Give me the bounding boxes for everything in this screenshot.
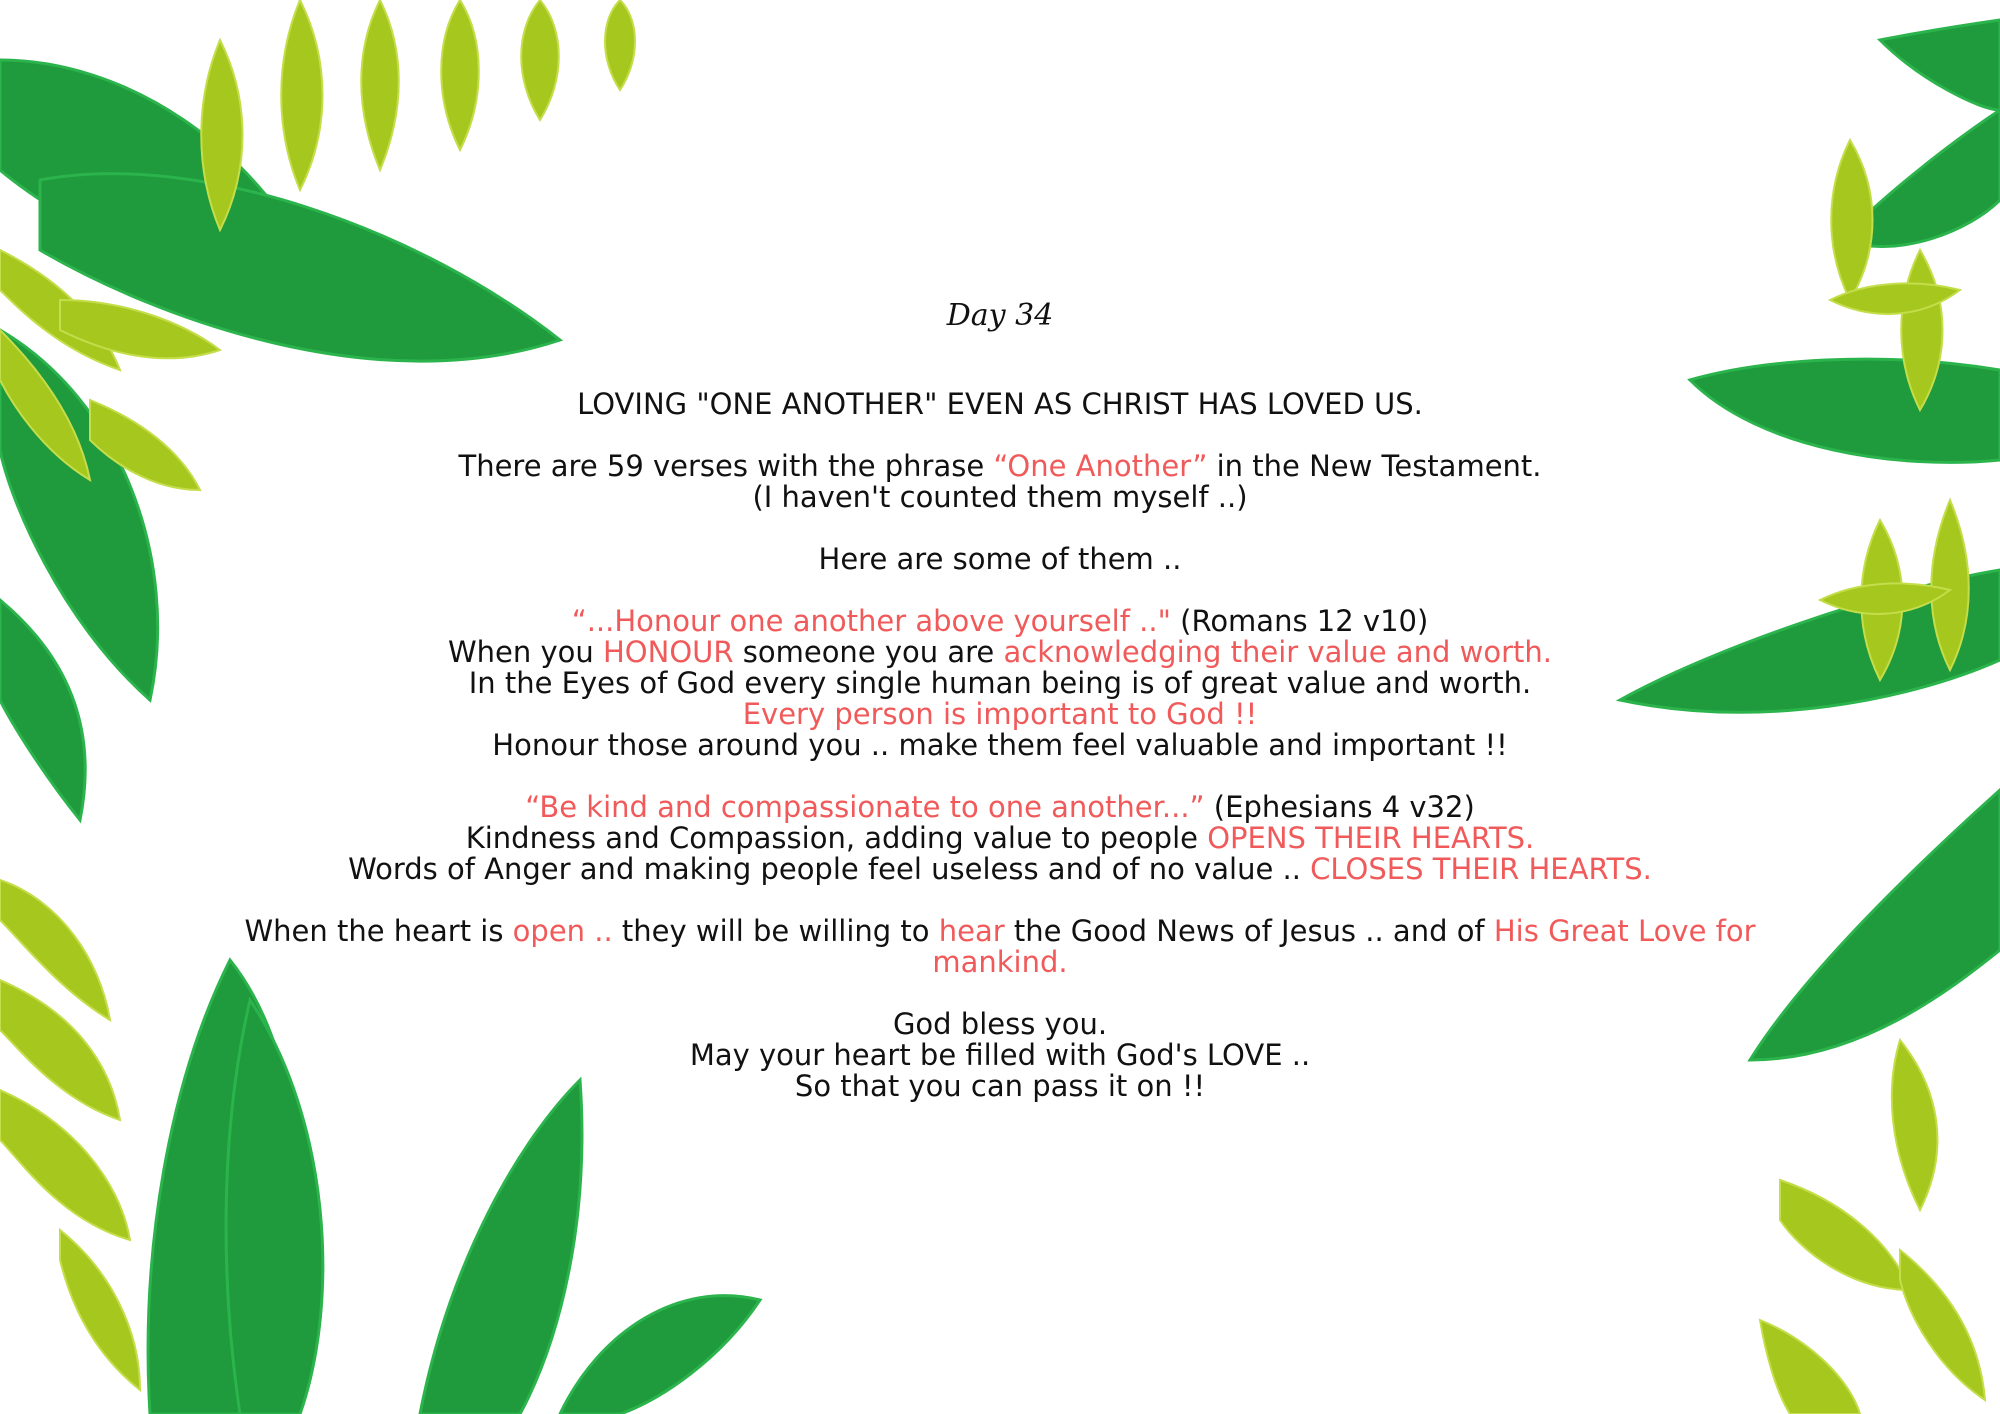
highlight-great-love: His Great Love for — [1493, 914, 1756, 948]
text-run: they will be willing to — [612, 914, 939, 948]
leaf-shape — [281, 0, 322, 190]
text-run: When the heart is — [244, 914, 513, 948]
heading-block — [200, 389, 1800, 420]
devotional-text — [200, 300, 1800, 1133]
leaf-shape — [1831, 140, 1872, 300]
kind-line-3 — [200, 854, 1800, 885]
leaf-shape — [361, 0, 399, 170]
highlight-one-another: “One Another” — [993, 449, 1208, 483]
leaf-shape — [1900, 1250, 1985, 1400]
day-title: Day 34 — [946, 298, 1054, 333]
leaf-shape — [0, 600, 85, 820]
honour-line-4: Every person is important to God !! — [742, 697, 1258, 731]
highlight-hear: hear — [938, 914, 1005, 948]
intro-line-2: (I haven't counted them myself ..) — [752, 480, 1248, 514]
here-block — [200, 544, 1800, 575]
leaf-shape — [1780, 1180, 1910, 1290]
leaf-shape — [1760, 1320, 1860, 1414]
closing-block — [200, 1009, 1800, 1102]
here-line: Here are some of them .. — [818, 542, 1182, 576]
highlight-honour: HONOUR — [603, 635, 734, 669]
kind-ref: (Ephesians 4 v32) — [1204, 790, 1475, 824]
heart-line-1 — [200, 916, 1800, 947]
text-run: There are 59 verses with the phrase — [458, 449, 994, 483]
leaf-shape — [1892, 1040, 1938, 1210]
text-run: Words of Anger and making people feel useless and of no value .. — [348, 852, 1311, 886]
leaf-shape — [605, 0, 635, 90]
honour-line-2 — [200, 637, 1800, 668]
honour-verse-line — [200, 606, 1800, 637]
honour-verse: “...Honour one another above yourself .." — [571, 604, 1171, 638]
leaf-shape — [60, 1230, 140, 1390]
intro-line-1 — [200, 451, 1800, 482]
closing-line-1: God bless you. — [892, 1007, 1108, 1041]
heart-block — [200, 916, 1800, 978]
highlight-value: acknowledging their value and worth. — [1003, 635, 1552, 669]
honour-ref: (Romans 12 v10) — [1170, 604, 1429, 638]
honour-line-5: Honour those around you .. make them feel valuable and important !! — [492, 728, 1508, 762]
kind-block — [200, 792, 1800, 885]
leaf-shape — [560, 1296, 760, 1414]
text-run: someone you are — [733, 635, 1004, 669]
honour-line-3: In the Eyes of God every single human being is of great value and worth. — [468, 666, 1532, 700]
honour-block — [200, 606, 1800, 761]
highlight-opens: OPENS THEIR HEARTS. — [1207, 821, 1535, 855]
kind-verse: “Be kind and compassionate to one another...” — [525, 790, 1205, 824]
leaf-shape — [1880, 20, 2000, 110]
text-run: in the New Testament. — [1207, 449, 1542, 483]
heading: LOVING "ONE ANOTHER" EVEN AS CHRIST HAS LOVED US. — [577, 387, 1423, 421]
text-run: the Good News of Jesus .. and of — [1004, 914, 1494, 948]
highlight-closes: CLOSES THEIR HEARTS. — [1310, 852, 1652, 886]
closing-line-2: May your heart be filled with God's LOVE .. — [689, 1038, 1311, 1072]
kind-line-2 — [200, 823, 1800, 854]
kind-verse-line — [200, 792, 1800, 823]
text-run: When you — [448, 635, 603, 669]
highlight-open: open .. — [512, 914, 613, 948]
intro-block — [200, 451, 1800, 513]
text-run: Kindness and Compassion, adding value to people — [465, 821, 1208, 855]
heart-line-2: mankind. — [932, 945, 1068, 979]
leaf-shape — [521, 0, 559, 120]
leaf-shape — [441, 0, 479, 150]
closing-line-3: So that you can pass it on !! — [794, 1069, 1206, 1103]
